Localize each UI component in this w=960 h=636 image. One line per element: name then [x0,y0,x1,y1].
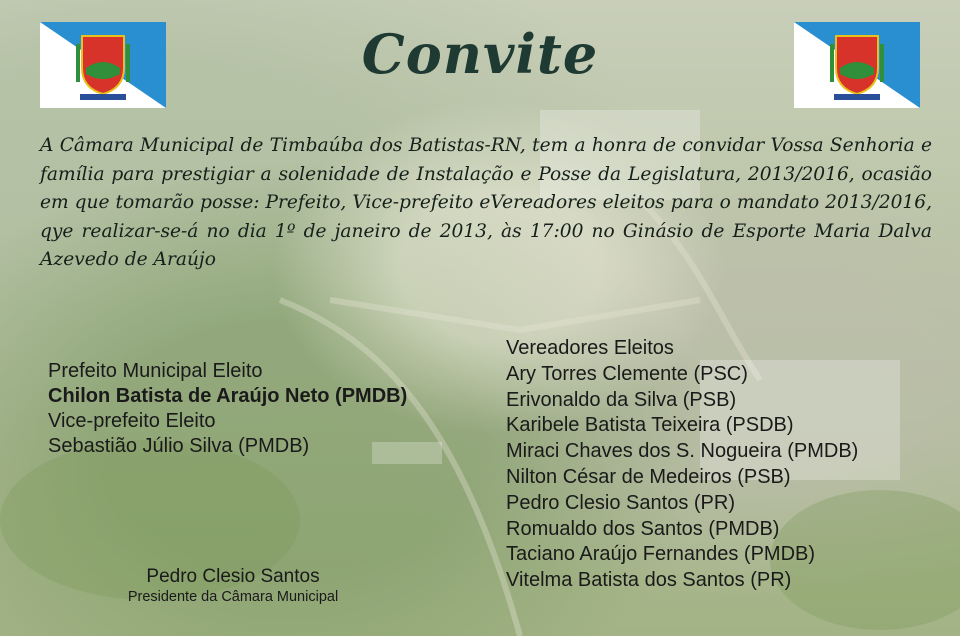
councillor-name: Erivonaldo da Silva (PSB) [506,388,737,411]
councillor-name: Vitelma Batista dos Santos (PR) [506,569,792,592]
councillor-heading: Vereadores Eleitos [506,337,674,359]
councillor-name: Karibele Batista Teixeira (PSDB) [506,414,794,437]
president-signature [108,566,358,605]
councillor-name: Romualdo dos Santos (PMDB) [506,517,780,540]
councillor-name: Taciano Araújo Fernandes (PMDB) [506,543,816,566]
councillor-list [506,336,858,594]
invitation-text: A Câmara Municipal de Timbaúba dos Batistas-RN, tem a honra de convidar Vossa Senhoria e família para prestigiar a solenidade de Instalação e Posse da Legislatura, 2013/2016, ocasião em que tomarão posse: Prefeito, Vice-prefeito eVereadores eleitos para o mandato 2013/2016, qye realizar-se-á no dia 1º de janeiro de 2013, às 17:00 no Ginásio de Esporte Maria Dalva Azevedo de Araújo [40,135,932,270]
mayor-name: Chilon Batista de Araújo Neto (PMDB) [48,385,408,407]
councillor-name: Miraci Chaves dos S. Nogueira (PMDB) [506,440,859,463]
councillor-name: Pedro Clesio Santos (PR) [506,491,735,514]
vice-name: Sebastião Júlio Silva (PMDB) [48,435,310,457]
vice-heading: Vice-prefeito Eleito [48,410,216,432]
councillor-name: Nilton César de Medeiros (PSB) [506,465,791,488]
president-role: Presidente da Câmara Municipal [127,589,339,605]
mayor-heading: Prefeito Municipal Eleito [48,360,263,382]
executive-list [48,359,407,459]
page-title: Convite [361,22,599,86]
councillor-name: Ary Torres Clemente (PSC) [506,362,748,385]
president-name: Pedro Clesio Santos [146,566,320,587]
